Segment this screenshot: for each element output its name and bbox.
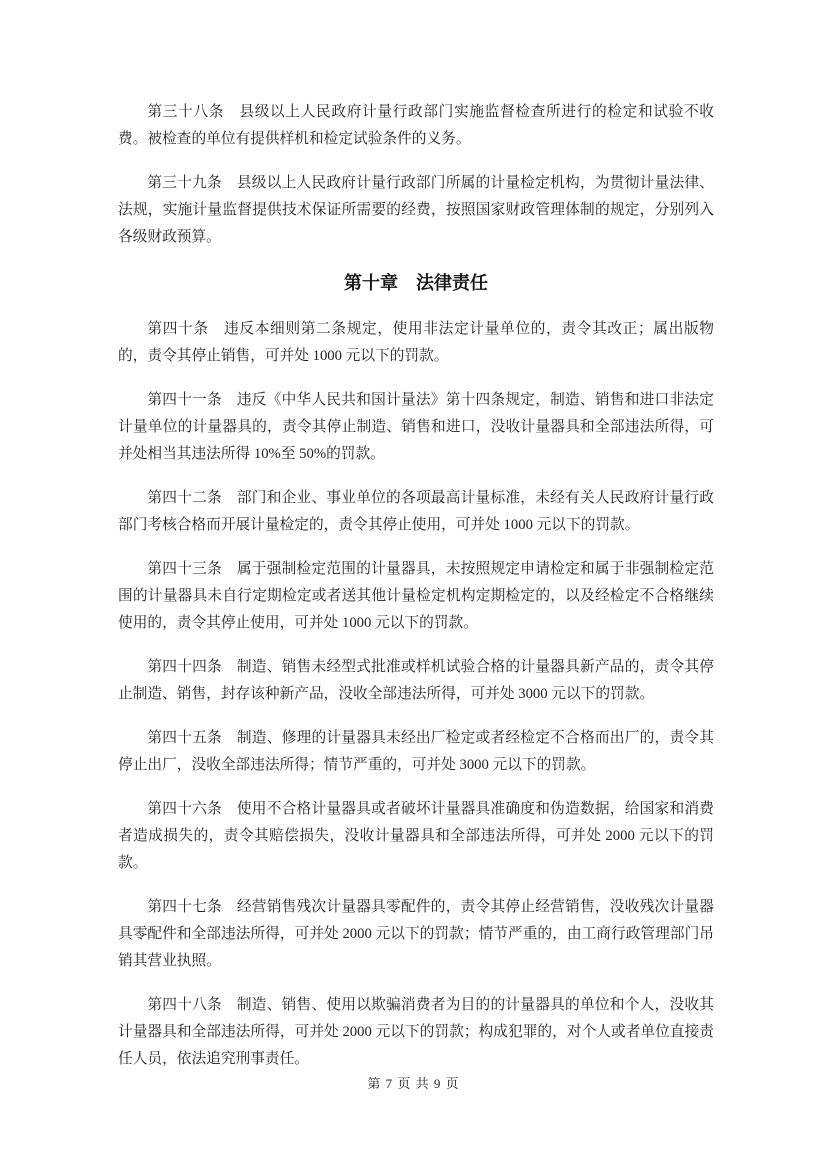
paragraph-article-48: 第四十八条 制造、销售、使用以欺骗消费者为目的的计量器具的单位和个人，没收其计量器具和全部违法所得，可并处 2000 元以下的罚款；构成犯罪的，对个人或者单位直接责任人员，依法追究刑事责任。 [118,997,714,1067]
paragraph-article-40: 第四十条 违反本细则第二条规定，使用非法定计量单位的，责令其改正；属出版物的，责令其停止销售，可并处 1000 元以下的罚款。 [118,321,714,364]
paragraph-article-39: 第三十九条 县级以上人民政府计量行政部门所属的计量检定机构，为贯彻计量法律、法规，实施计量监督提供技术保证所需要的经费，按照国家财政管理体制的规定，分别列入各级财政预算。 [118,175,714,245]
paragraph-article-44: 第四十四条 制造、销售未经型式批准或样机试验合格的计量器具新产品的，责令其停止制造、销售，封存该种新产品，没收全部违法所得，可并处 3000 元以下的罚款。 [118,659,714,702]
document-body [118,0,714,1090]
paragraph-article-41: 第四十一条 违反《中华人民共和国计量法》第十四条规定，制造、销售和进口非法定计量单位的计量器具的，责令其停止制造、销售和进口，没收计量器具和全部违法所得，可并处相当其违法所得 10%至 50%的罚款。 [118,392,714,462]
chapter-heading: 第十章 法律责任 [344,273,488,293]
paragraph-article-45: 第四十五条 制造、修理的计量器具未经出厂检定或者经检定不合格而出厂的，责令其停止出厂，没收全部违法所得；情节严重的，可并处 3000 元以下的罚款。 [118,730,714,773]
paragraph-article-43: 第四十三条 属于强制检定范围的计量器具，未按照规定申请检定和属于非强制检定范围的计量器具未自行定期检定或者送其他计量检定机构定期检定的，以及经检定不合格继续使用的，责令其停止使用，可并处 1000 元以下的罚款。 [118,561,714,631]
paragraph-article-42: 第四十二条 部门和企业、事业单位的各项最高计量标准，未经有关人民政府计量行政部门考核合格而开展计量检定的，责令其停止使用，可并处 1000 元以下的罚款。 [118,490,714,533]
page-number: 第 7 页 共 9 页 [367,1076,460,1091]
paragraph-article-38: 第三十八条 县级以上人民政府计量行政部门实施监督检查所进行的检定和试验不收费。被检查的单位有提供样机和检定试验条件的义务。 [118,104,714,147]
paragraph-article-47: 第四十七条 经营销售残次计量器具零配件的，责令其停止经营销售，没收残次计量器具零配件和全部违法所得，可并处 2000 元以下的罚款；情节严重的，由工商行政管理部门吊销其营业执照。 [118,899,714,969]
page-footer [0,1076,827,1092]
paragraph-article-46: 第四十六条 使用不合格计量器具或者破坏计量器具准确度和伪造数据，给国家和消费者造成损失的，责令其赔偿损失，没收计量器具和全部违法所得，可并处 2000 元以下的罚款。 [118,801,714,871]
